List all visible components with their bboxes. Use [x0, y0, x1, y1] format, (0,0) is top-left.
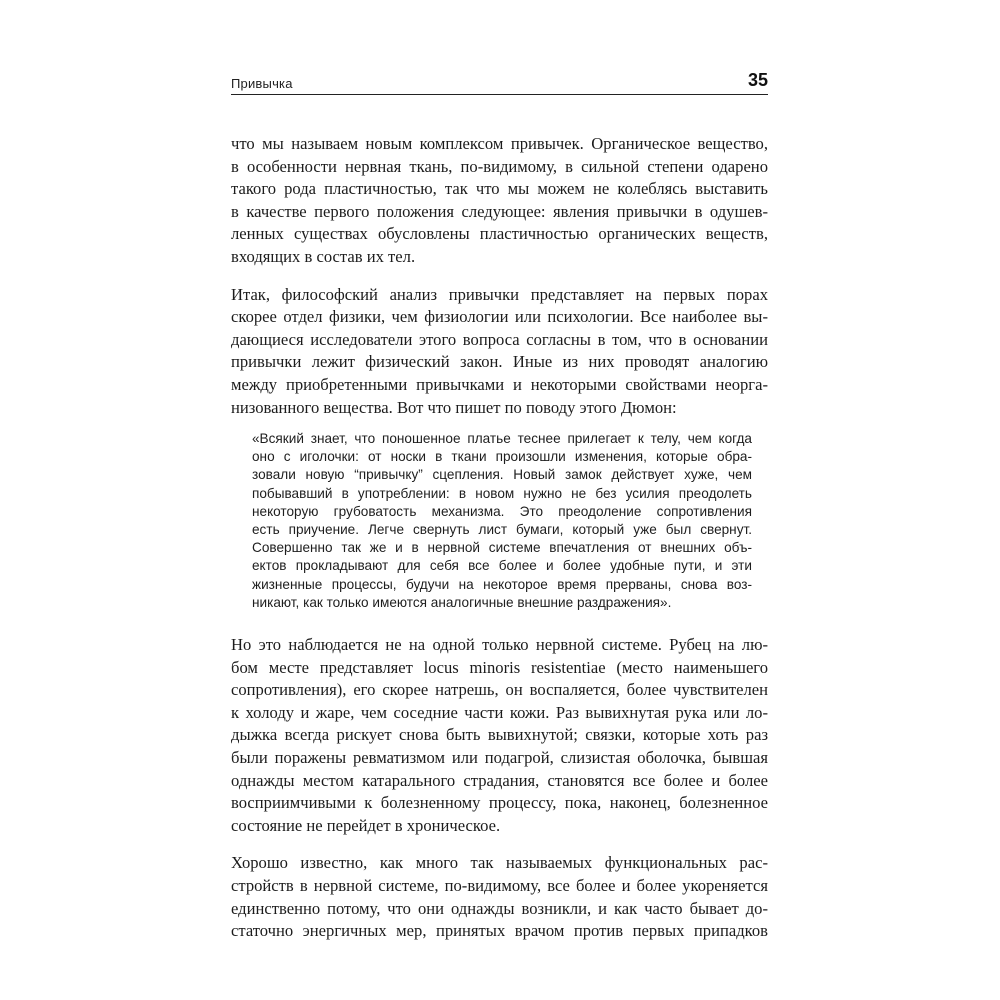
text-line: Хорошо известно, как много так называемых функциональных рас-	[231, 853, 768, 873]
paragraph-4	[231, 852, 768, 942]
text-line: в особенности нервная ткань, по-видимому, в сильной степени одарено	[231, 156, 768, 176]
paragraph-3	[231, 634, 768, 837]
quote-line: жизненные процессы, будучи на некоторое время прерваны, снова воз-	[252, 576, 752, 592]
text-line: Итак, философский анализ привычки представляет на первых порах	[231, 284, 768, 304]
text-line: бом месте представляет locus minoris resistentiae (место наименьшего	[231, 657, 768, 677]
text-line: входящих в состав их тел.	[231, 246, 416, 266]
text-line: такого рода пластичностью, так что мы можем не колеблясь выставить	[231, 179, 768, 199]
text-line: восприимчивыми к болезненному процессу, пока, наконец, болезненное	[231, 793, 768, 813]
quote-line: побывавший в употреблении: в новом нужно не без усилия преодолеть	[252, 485, 752, 501]
text-line: в качестве первого положения следующее: явления привычки в одушев-	[231, 201, 768, 221]
text-line: однажды местом катарального страдания, становятся все более и более	[231, 770, 768, 790]
paragraph-2	[231, 284, 768, 420]
quote-line: зовали новую “привычку” сцепления. Новый замок действует хуже, чем	[252, 467, 752, 483]
text-line: скорее отдел физики, чем физиологии или психологии. Все наиболее вы-	[231, 307, 768, 327]
text-line: единственно потому, что они однажды возникли, и как часто бывает до-	[231, 898, 768, 918]
text-line: что мы называем новым комплексом привычек. Органическое вещество,	[231, 134, 768, 153]
body-text-bottom	[231, 634, 768, 958]
quote-line: оно с иголочки: от носки в ткани произошли изменения, которые обра-	[252, 449, 752, 465]
block-quote	[252, 430, 752, 612]
quote-line: «Всякий знает, что поношенное платье теснее прилегает к телу, чем когда	[252, 431, 752, 446]
quote-line: некоторую грубоватость механизма. Это преодоление сопротивления	[252, 503, 752, 519]
text-line: дыжка всегда рискует снова быть вывихнутой; связки, которые хоть раз	[231, 725, 768, 745]
running-title: Привычка	[231, 76, 293, 91]
text-line: ленных существах обусловлены пластичностью органических веществ,	[231, 224, 768, 244]
quote-line: есть приучение. Легче свернуть лист бумаги, который уже был свернут.	[252, 522, 752, 538]
quote-line: Совершенно так же и в нервной системе впечатления от внешних объ-	[252, 540, 752, 556]
text-line: к холоду и жаре, чем соседние части кожи. Раз вывихнутая рука или ло-	[231, 702, 768, 722]
text-line: стройств в нервной системе, по-видимому, все более и более укореняется	[231, 875, 768, 895]
body-text-top	[231, 133, 768, 434]
quote-line: ектов прокладывают для себя все более и более удобные пути, и эти	[252, 558, 752, 574]
quote-line: никают, как только имеются аналогичные внешние раздражения».	[252, 594, 672, 610]
page-number: 35	[747, 70, 768, 90]
text-line: состояние не перейдет в хроническое.	[231, 815, 501, 835]
running-header	[231, 70, 768, 95]
paragraph-1	[231, 133, 768, 269]
text-line: низованного вещества. Вот что пишет по поводу этого Дюмон:	[231, 397, 677, 417]
text-line: между приобретенными привычками и некоторыми свойствами неорга-	[231, 374, 768, 394]
text-line: сопротивления), его скорее натрешь, он воспаляется, более чувствителен	[231, 680, 768, 700]
text-line: привычки лежит физический закон. Иные из них проводят аналогию	[231, 352, 768, 372]
text-line: дающиеся исследователи этого вопроса согласны в том, что в основании	[231, 329, 768, 349]
text-line: были поражены ревматизмом или подагрой, слизистая оболочка, бывшая	[231, 747, 768, 767]
text-line: Но это наблюдается не на одной только нервной системе. Рубец на лю-	[231, 635, 768, 654]
text-line: статочно энергичных мер, принятых врачом против первых припадков	[231, 921, 768, 941]
